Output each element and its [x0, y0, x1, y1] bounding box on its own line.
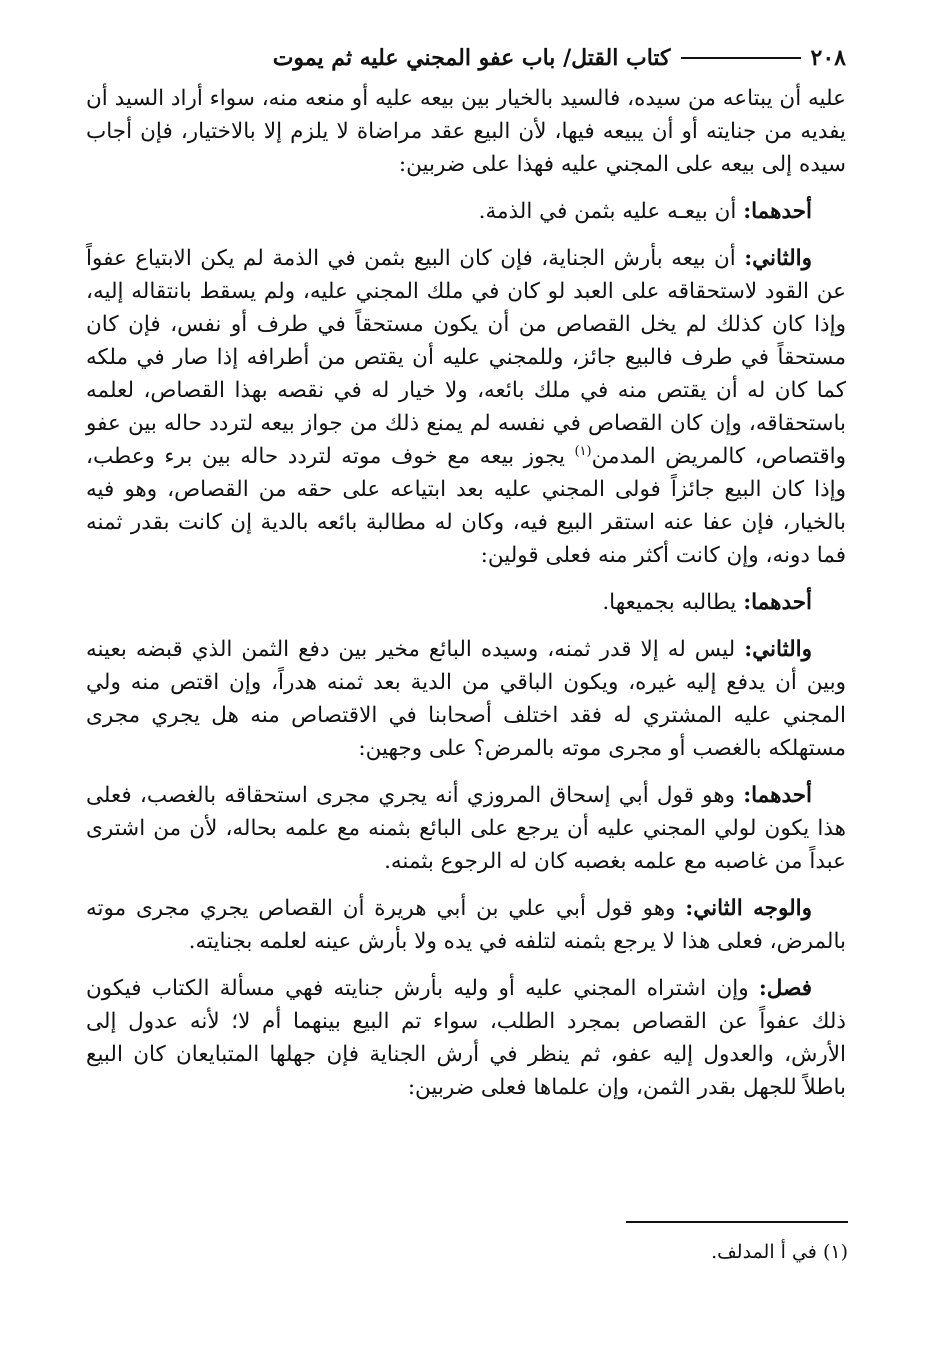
paragraph-lead: أحدهما: [743, 783, 812, 808]
paragraph-text: أن بيعـه عليه بثمن في الذمة. [478, 199, 744, 224]
paragraph-lead: فصل: [758, 976, 812, 1001]
paragraph-lead: أحدهما: [743, 199, 812, 224]
header-rule [681, 57, 801, 59]
footnote-rule [626, 1221, 848, 1223]
paragraph-first-opinion [86, 586, 846, 619]
paragraph-lead: والوجه الثاني: [685, 896, 812, 921]
paragraph-text: أن بيعه بأرش الجناية، فإن كان البيع بثمن في الذمة لم يكن الابتياع عفواً عن القود لاستحقاقه على العبد لو كان في ملك المجني عليه، ولم يسقط بانتقاله إليه، وإذا كان كذلك لم يخل القصاص من أن يكون مستحقاً في طرف أو نفس، فإن كان مستحقاً في طرف فالبيع جائز، وللمجني عليه أن يقتص من أطرافه إذا صار في ملكه كما كان له أن يقتص منه في ملك بائعه، ولا خيار له في نقصه بهذا القصاص، لعلمه باستحقاقه، وإن كان القصاص في نفسه لم يمنع ذلك من جواز بيعه لتردد حاله بين عفو واقتصاص، كالمريض المدمن [86, 246, 846, 469]
paragraph-second-aspect [86, 892, 846, 958]
body-text [86, 82, 846, 1118]
paragraph-first-aspect [86, 779, 846, 878]
paragraph-lead: والثاني: [744, 246, 812, 271]
paragraph-second-type [86, 242, 846, 572]
paragraph-text: يطالبه بجميعها. [602, 590, 744, 615]
paragraph-text: ليس له إلا قدر ثمنه، وسيده البائع مخير بين دفع الثمن الذي قبضه بعينه وبين أن يدفع إليه غيره، ويكون الباقي من الدية بعد ثمنه هدراً، وإن اقتص منه ولي المجني عليه المشتري له فقد اختلف أصحابنا في الاقتصاص منه هل يجري مجرى مستهلكه بالغصب أو مجرى موته بالمرض؟ على وجهين: [86, 637, 846, 761]
paragraph-text: وهو قول أبي إسحاق المروزي أنه يجري مجرى استحقاقه بالغصب، فعلى هذا يكون لولي المجني عليه أن يرجع على البائع بثمنه مع علمه بحاله، لأن من اشترى عبداً من غاصبه مع علمه بغصبه كان له الرجوع بثمنه. [86, 783, 846, 874]
footnote-reference[interactable]: (١) [574, 443, 592, 459]
paragraph-first-type [86, 195, 846, 228]
footnote-text: في أ المدلف. [711, 1241, 817, 1263]
paragraph-second-opinion [86, 633, 846, 765]
paragraph-lead: والثاني: [744, 637, 812, 662]
page-number: ٢٠٨ [810, 45, 846, 71]
paragraph-text: وإن اشتراه المجني عليه أو وليه بأرش جنايته فهي مسألة الكتاب فيكون ذلك عفواً عن القصاص بمجرد الطلب، سواء تم البيع بينهما أم لا؛ لأنه عدول إلى الأرش، والعدول إليه عفو، ثم ينظر في أرش الجناية فإن جهلها المتبايعان كان البيع باطلاً للجهل بقدر الثمن، وإن علماها فعلى ضربين: [86, 976, 846, 1100]
footnote [86, 1238, 848, 1266]
paragraph-lead: أحدهما: [743, 590, 812, 615]
paragraph-continuation [86, 82, 846, 181]
paragraph-section [86, 972, 846, 1104]
running-header [86, 40, 846, 76]
paragraph-text-continued: يجوز بيعه مع خوف موته لتردد حاله بين برء وعطب، وإذا كان البيع جائزاً فولى المجني عليه بعد ابتياعه على حقه من القصاص، وهو فيه بالخيار، فإن عفا عنه استقر البيع فيه، وكان له مطالبة بائعه بالدية إن كانت بقدر ثمنه فما دونه، وإن كانت أكثر منه فعلى قولين: [86, 444, 846, 568]
paragraph-text: وهو قول أبي علي بن أبي هريرة أن القصاص يجري مجرى موته بالمرض، فعلى هذا لا يرجع بثمنه لتلفه في يده ولا بأرش عينه لعلمه بجنايته. [86, 896, 846, 954]
paragraph-text: عليه أن يبتاعه من سيده، فالسيد بالخيار بين بيعه عليه أو منعه منه، سواء أراد السيد أن يفديه من جنايته أو أن يبيعه فيها، لأن البيع عقد مراضاة لا يلزم إلا بالاختيار، فإن أجاب سيده إلى بيعه على المجني عليه فهذا على ضربين: [86, 86, 846, 177]
running-title: كتاب القتل/ باب عفو المجني عليه ثم يموت [272, 45, 671, 71]
footnote-number: (١) [822, 1241, 848, 1263]
